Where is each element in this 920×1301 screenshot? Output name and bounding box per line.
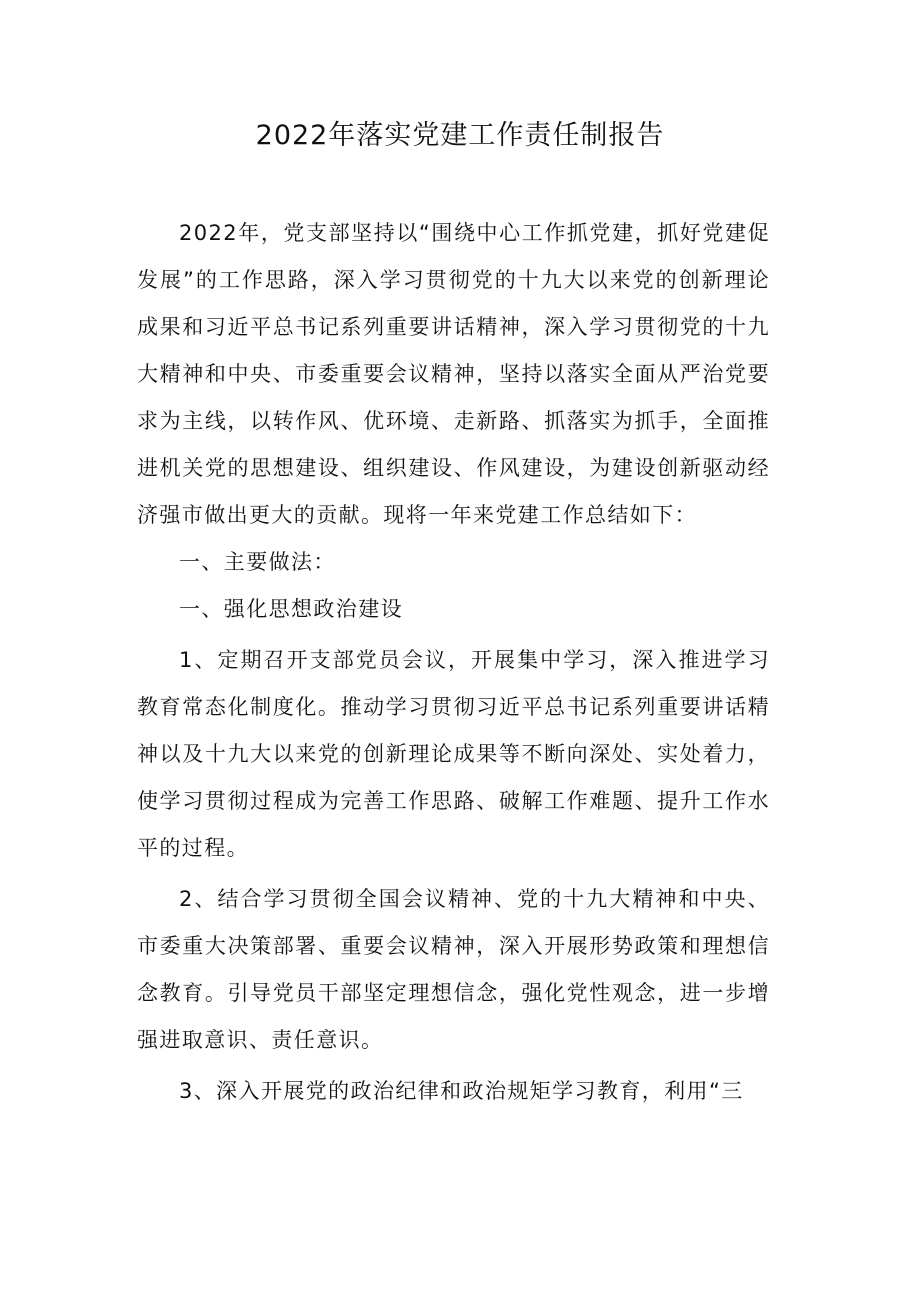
paragraph-item-3: 3、深入开展党的政治纪律和政治规矩学习教育，利用“三	[179, 1079, 744, 1103]
document-body	[137, 210, 770, 1115]
paragraph-heading-political-building: 一、强化思想政治建设	[179, 597, 403, 621]
paragraph-item-2: 2、结合学习贯彻全国会议精神、党的十九大精神和中央、市委重大决策部署、重要会议精神，深入开展形势政策和理想信念教育。引导党员干部坚定理想信念，强化党性观念，进一步增强进取意识、责任意识。	[137, 887, 770, 1052]
paragraph-heading-main-practices: 一、主要做法：	[179, 550, 336, 574]
paragraph-intro: 2022年，党支部坚持以“围绕中心工作抓党建，抓好党建促发展”的工作思路，深入学习贯彻党的十九大以来党的创新理论成果和习近平总书记系列重要讲话精神，深入学习贯彻党的十九大精神和中央、市委重要会议精神，坚持以落实全面从严治党要求为主线，以转作风、优环境、走新路、抓落实为抓手，全面推进机关党的思想建设、组织建设、作风建设，为建设创新驱动经济强市做出更大的贡献。现将一年来党建工作总结如下：	[137, 221, 770, 527]
paragraph-item-1: 1、定期召开支部党员会议，开展集中学习，深入推进学习教育常态化制度化。推动学习贯彻习近平总书记系列重要讲话精神以及十九大以来党的创新理论成果等不断向深处、实处着力，使学习贯彻过程成为完善工作思路、破解工作难题、提升工作水平的过程。	[137, 648, 770, 860]
document-title: 2022年落实党建工作责任制报告	[255, 120, 665, 151]
